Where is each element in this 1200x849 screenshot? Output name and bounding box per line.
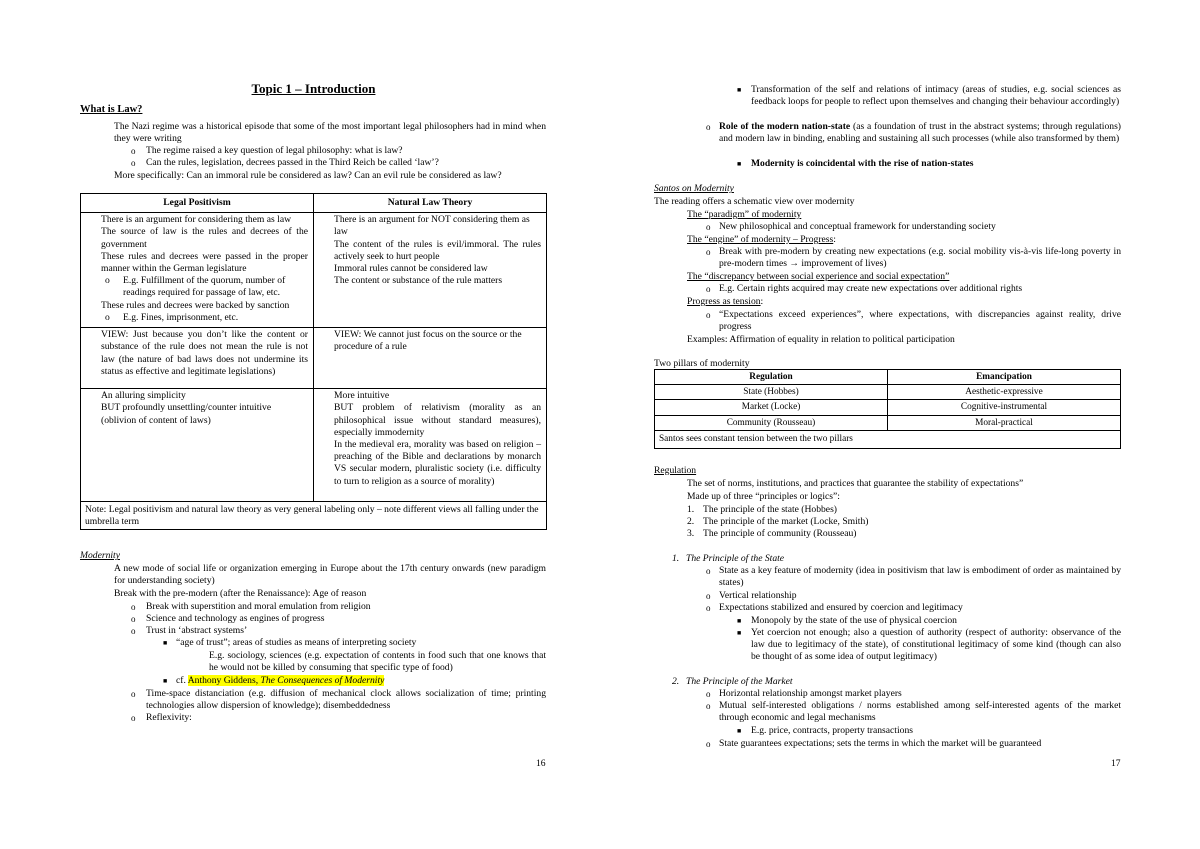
regulation-heading: Regulation xyxy=(654,465,697,476)
page-title: Topic 1 – Introduction xyxy=(251,81,376,96)
transformation: Transformation of the self and relations of intimacy (areas of studies, e.g. social sciences as feedback loops for people to reflect upon themselves and changing their behaviour accordingly) xyxy=(751,84,1121,108)
pillars-header: Regulation xyxy=(655,370,888,385)
regulation-definition: The set of norms, institutions, and practices that guarantee the stability of expectations” xyxy=(687,478,1024,489)
santos-heading: Santos on Modernity xyxy=(654,183,734,194)
market-bullet: State guarantees expectations; sets the terms in which the market will be guaranteed xyxy=(719,738,1042,749)
what-is-law-heading: What is Law? xyxy=(80,104,143,115)
bullet-square: ■ xyxy=(737,629,742,637)
table-line: There is an argument for considering them as law xyxy=(101,214,292,226)
engine-label: The “engine” of modernity – Progress: xyxy=(687,234,836,245)
intro-bullet: Can the rules, legislation, decrees passed in the Third Reich be called ‘law’? xyxy=(146,157,439,168)
intro-bullet: The regime raised a key question of legal philosophy: what is law? xyxy=(146,145,403,156)
bullet-square: ■ xyxy=(737,160,742,168)
table-sub-bullet: o E.g. Fulfillment of the quorum, number of readings required for passage of law, etc. xyxy=(105,275,286,299)
state-bullet: Vertical relationship xyxy=(719,590,797,601)
state-sub-bullet: Monopoly by the state of the use of physical coercion xyxy=(751,615,957,626)
principle-number: 1. xyxy=(687,504,695,515)
cf-separator: , xyxy=(255,675,259,686)
pillars-cell: State (Hobbes) xyxy=(655,385,888,400)
bullet-o: o xyxy=(706,222,711,232)
bullet-square: ■ xyxy=(163,677,168,685)
break-line: Break with the pre-modern (after the Renaissance): Age of reason xyxy=(114,588,367,599)
paradigm-bullet: New philosophical and conceptual framework for understanding society xyxy=(719,221,996,232)
cf-giddens xyxy=(176,675,384,687)
bullet-o: o xyxy=(131,626,136,636)
bullet-o: o xyxy=(131,689,136,699)
table-header-legal-positivism: Legal Positivism xyxy=(81,194,314,213)
principle-item: The principle of the state (Hobbes) xyxy=(703,504,837,515)
principle-number: 2. xyxy=(687,516,695,527)
table-line: These rules and decrees were backed by sanction xyxy=(101,299,290,311)
bullet-o: o xyxy=(131,146,136,156)
table-line: In the medieval era, morality was based on religion – preaching of the Bible and declarations by monarch VS secular modern, pluralistic society (i.e. difficulty to turn to religion as a source of morality) xyxy=(334,439,541,487)
market-bullet: Mutual self-interested obligations / norms established among self-interested agents of the market through economic and legal mechanisms xyxy=(719,700,1121,724)
bullet-o: o xyxy=(131,713,136,723)
time-space: Time-space distanciation (e.g. diffusion of mechanical clock allows socialization of time; printing technologies allow dispersion of knowledge); disembeddedness xyxy=(146,688,546,712)
table-header-natural-law: Natural Law Theory xyxy=(314,194,547,213)
bullet-o: o xyxy=(706,566,711,576)
pillars-cell: Aesthetic-expressive xyxy=(888,385,1121,400)
table-line: BUT profoundly unsettling/counter intuitive (oblivion of content of laws) xyxy=(101,402,272,426)
bullet-o: o xyxy=(131,602,136,612)
law-theories-table xyxy=(80,193,547,530)
bullet-o: o xyxy=(706,247,711,257)
bullet-o: o xyxy=(131,158,136,168)
market-sub-bullet: E.g. price, contracts, property transactions xyxy=(751,725,913,736)
state-bullet: Expectations stabilized and ensured by coercion and legitimacy xyxy=(719,602,963,613)
table-note: Note: Legal positivism and natural law theory as very general labeling only – note different views all falling under the umbrella term xyxy=(81,502,547,530)
pillars-cell: Community (Rousseau) xyxy=(655,415,888,430)
principle-item: The principle of community (Rousseau) xyxy=(703,528,857,539)
break-bullet: Science and technology as engines of progress xyxy=(146,613,325,624)
state-heading-number: 1. xyxy=(672,553,680,564)
table-line: The content of the rules is evil/immoral. The rules actively seek to hurt people xyxy=(334,238,541,262)
bullet-o: o xyxy=(706,284,711,294)
santos-intro: The reading offers a schematic view over modernity xyxy=(654,196,855,207)
table-cell xyxy=(81,389,314,502)
examples: Examples: Affirmation of equality in relation to political participation xyxy=(687,334,955,345)
cf-author: Anthony Giddens xyxy=(187,675,256,686)
table-cell xyxy=(81,213,314,328)
tension-bullet: “Expectations exceed experiences”, where expectations, with discrepancies against reality, drive progress xyxy=(719,309,1121,333)
more-specifically: More specifically: Can an immoral rule be considered as law? Can an evil rule be considered as law? xyxy=(114,170,502,181)
market-bullet: Horizontal relationship amongst market players xyxy=(719,688,902,699)
bullet-o: o xyxy=(706,701,711,711)
pillars-header: Emancipation xyxy=(888,370,1121,385)
break-bullet: Trust in ‘abstract systems’ xyxy=(146,625,248,636)
table-sub-bullet: o E.g. Fines, imprisonment, etc. xyxy=(105,311,239,323)
cf-prefix: cf. xyxy=(176,675,186,686)
table-cell: VIEW: We cannot just focus on the source or the procedure of a rule xyxy=(314,328,547,389)
age-of-trust: “age of trust”; areas of studies as means of interpreting society xyxy=(176,637,417,648)
discrepancy-label: The “discrepancy between social experience and social expectation” xyxy=(687,271,950,282)
table-cell xyxy=(314,389,547,502)
state-bullet: State as a key feature of modernity (idea in positivism that law is embodiment of order as maintained by states) xyxy=(719,565,1121,589)
table-cell: VIEW: Just because you don’t like the content or substance of the rule does not mean the rule is not law (the nature of bad laws does not undermine its status as effective and legitimate legislations) xyxy=(81,328,314,389)
bullet-square: ■ xyxy=(737,727,742,735)
bullet-o: o xyxy=(706,591,711,601)
paradigm-label: The “paradigm” of modernity xyxy=(687,209,802,220)
two-pillars-label: Two pillars of modernity xyxy=(654,358,750,369)
table-line: Immoral rules cannot be considered law xyxy=(334,263,488,275)
bullet-square: ■ xyxy=(737,617,742,625)
page-number: 16 xyxy=(536,758,546,769)
reflexivity: Reflexivity: xyxy=(146,712,192,723)
bullet-o: o xyxy=(706,122,711,132)
table-cell xyxy=(314,213,547,328)
discrepancy-bullet: E.g. Certain rights acquired may create new expectations over additional rights xyxy=(719,283,1023,294)
principle-number: 3. xyxy=(687,528,695,539)
table-line: More intuitive xyxy=(334,390,390,402)
made-up: Made up of three “principles or logics”: xyxy=(687,491,840,502)
bullet-square: ■ xyxy=(163,639,168,647)
bullet-o: o xyxy=(706,739,711,749)
modernity-heading: Modernity xyxy=(80,550,120,561)
table-line: BUT problem of relativism (morality as an philosophical issue without standard measures), especially immodernity xyxy=(334,402,541,438)
pillars-cell: Market (Locke) xyxy=(655,400,888,415)
pillars-table xyxy=(654,369,1121,449)
table-line: These rules and decrees were passed in the proper manner within the German legislature xyxy=(101,250,308,275)
bullet-o: o xyxy=(131,614,136,624)
engine-bullet: Break with pre-modern by creating new expectations (e.g. social mobility vis-à-vis life-long poverty in pre-modern times → improvement of lives) xyxy=(719,246,1121,270)
cf-title: The Consequences of Modernity xyxy=(260,675,385,686)
state-heading: The Principle of the State xyxy=(686,553,785,564)
market-heading: The Principle of the Market xyxy=(686,676,793,687)
market-heading-number: 2. xyxy=(672,676,680,687)
intro-paragraph: The Nazi regime was a historical episode that some of the most important legal philosophers had in mind when they were writing xyxy=(114,121,546,145)
bullet-square: ■ xyxy=(737,86,742,94)
break-bullet: Break with superstition and moral emulation from religion xyxy=(146,601,371,612)
state-sub-bullet: Yet coercion not enough; also a question of authority (respect of authority: observance of the law due to legitimacy of the state), of constitutional legitimacy of some kind (though can also be thought of as some idea of output legitimacy) xyxy=(751,627,1121,663)
pillars-cell: Moral-practical xyxy=(888,415,1121,430)
role-nation-state: Role of the modern nation-state (as a foundation of trust in the abstract systems; through regulations) and modern law in binding, enabling and sustaining all such processes (while also transformed by them) xyxy=(719,121,1121,145)
bullet-o: o xyxy=(706,689,711,699)
table-line: The source of law is the rules and decrees of the government xyxy=(101,226,308,250)
principle-item: The principle of the market (Locke, Smith) xyxy=(703,516,869,527)
modernity-paragraph: A new mode of social life or organization emerging in Europe about the 17th century onwards (new paradigm for understanding society) xyxy=(114,563,546,587)
pillars-footer: Santos sees constant tension between the two pillars xyxy=(655,430,1121,448)
tension-label: Progress as tension: xyxy=(687,296,764,307)
table-line: An alluring simplicity xyxy=(101,390,186,402)
pillars-cell: Cognitive-instrumental xyxy=(888,400,1121,415)
eg-sociology: E.g. sociology, sciences (e.g. expectation of contents in food such that one knows that he would not be killed by consuming that specific type of food) xyxy=(209,650,546,674)
table-line: The content or substance of the rule matters xyxy=(334,275,503,287)
page-number: 17 xyxy=(1111,758,1121,769)
table-line: There is an argument for NOT considering them as law xyxy=(334,214,530,238)
bullet-o: o xyxy=(706,310,711,320)
coincidental: Modernity is coincidental with the rise of nation-states xyxy=(751,158,974,169)
bullet-o: o xyxy=(706,603,711,613)
